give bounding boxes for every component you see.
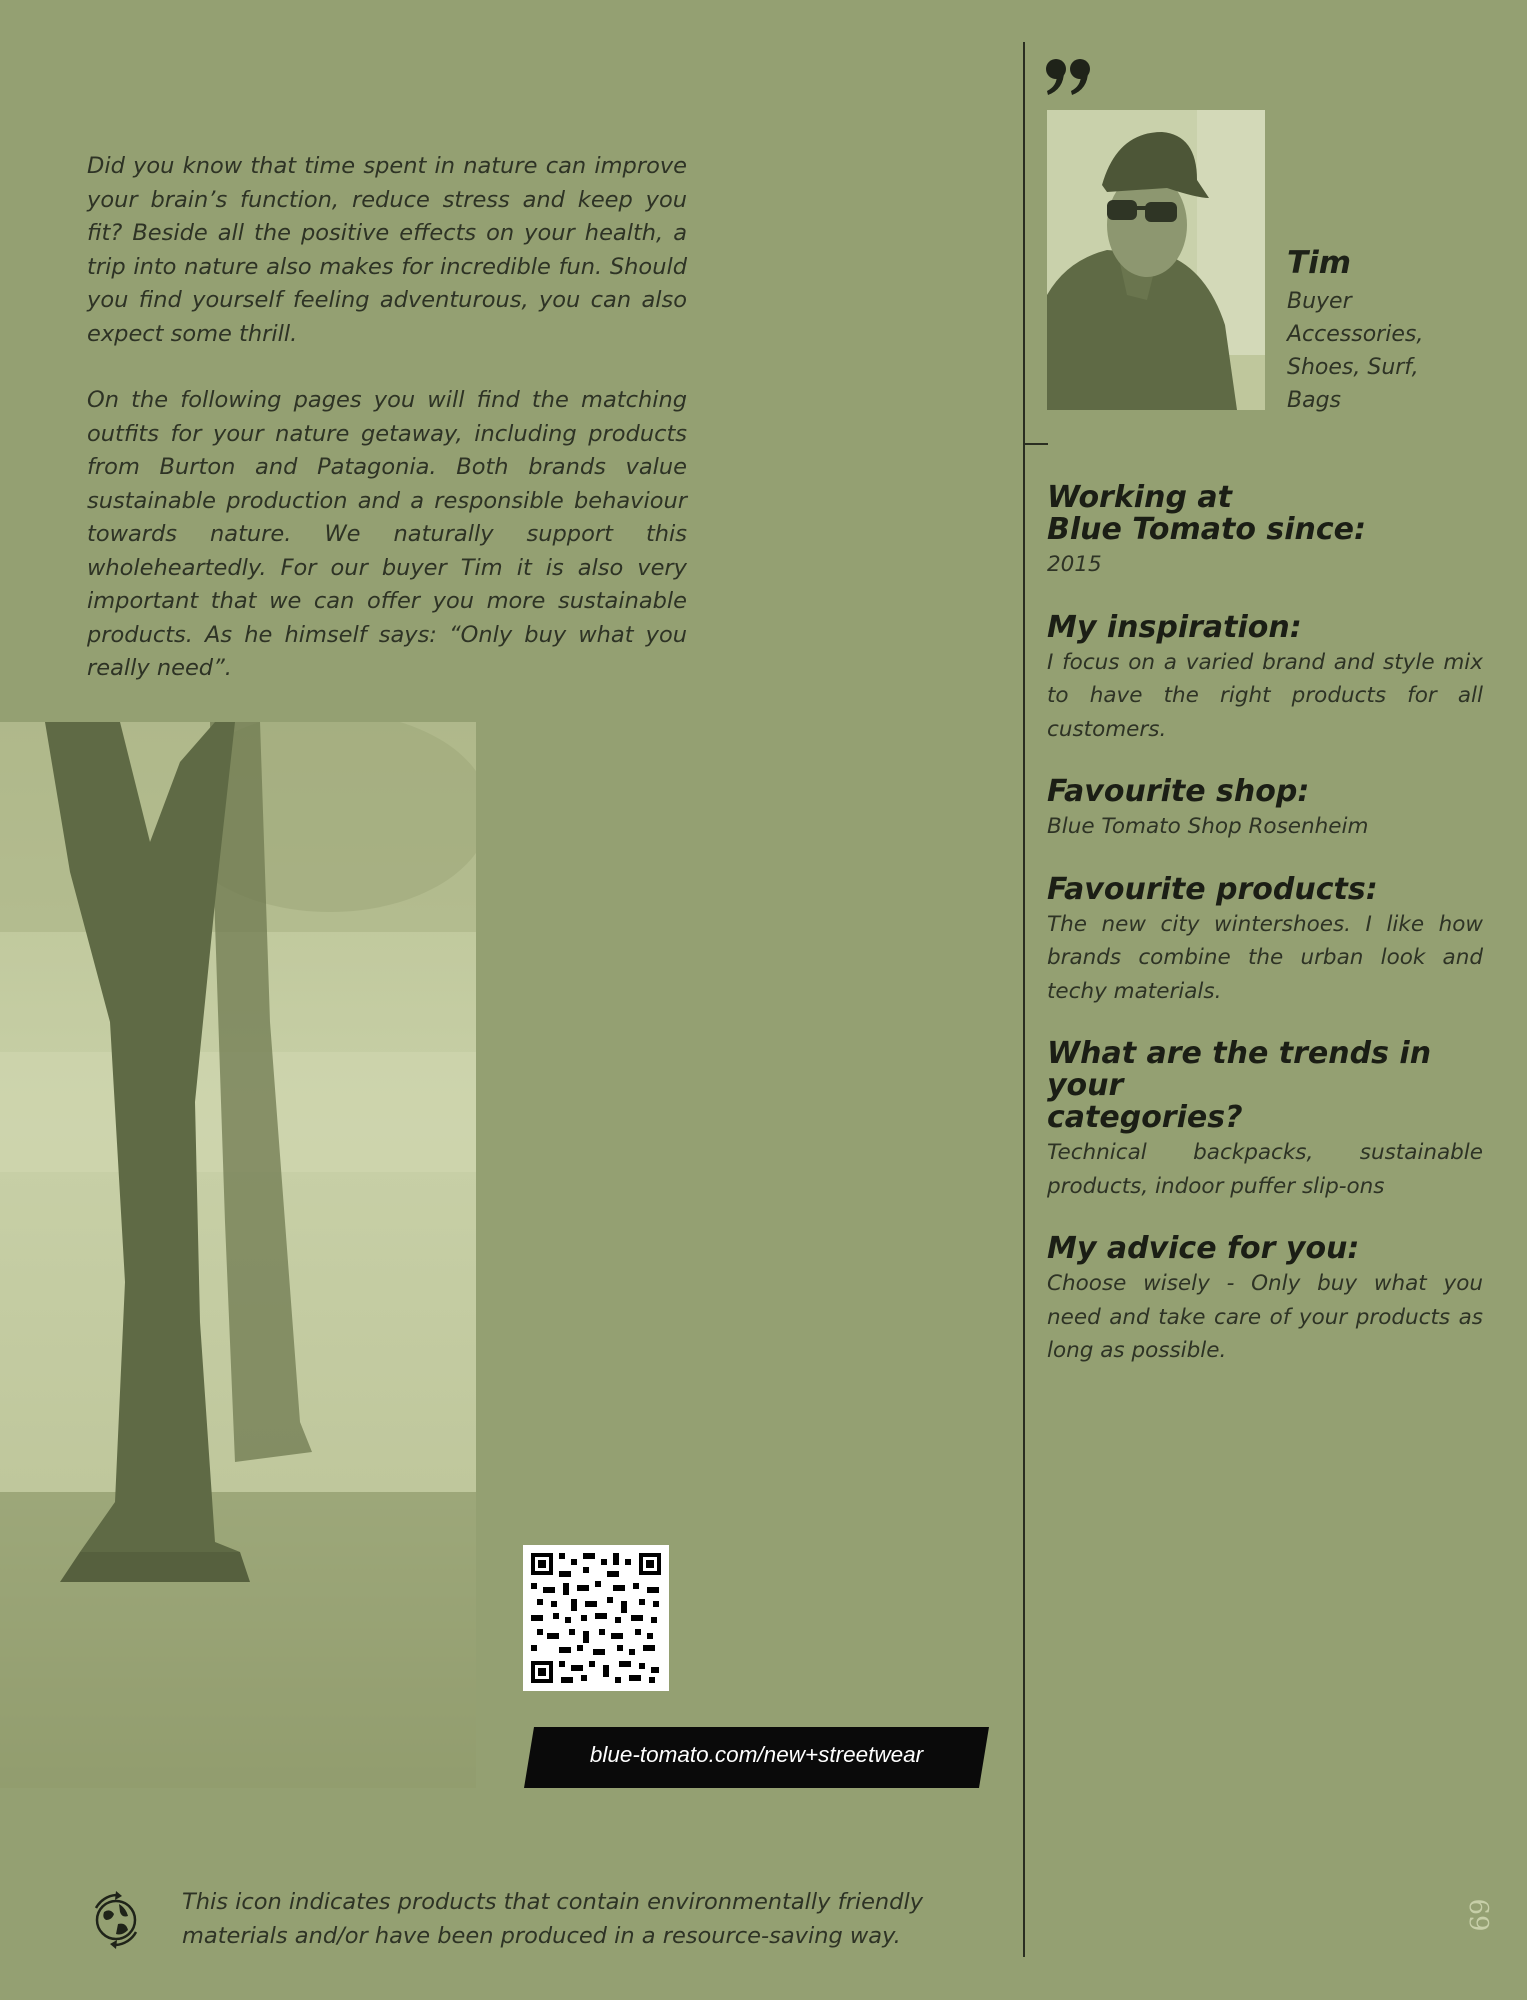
role-line: Buyer	[1287, 289, 1352, 314]
qr-code[interactable]	[523, 1545, 669, 1691]
eco-note-line: materials and/or have been produced in a resource-saving way.	[182, 1922, 901, 1949]
qa-question-line: What are the trends in your	[1047, 1036, 1432, 1103]
qa-item-trends	[1047, 1038, 1483, 1203]
eco-note-line: This icon indicates products that contain environmentally friendly	[182, 1889, 924, 1915]
qa-answer: Blue Tomato Shop Rosenheim	[1047, 814, 1369, 839]
portrait-photo	[1047, 110, 1265, 410]
qa-question	[1047, 482, 1483, 546]
qa-answer: I focus on a varied brand and style mix to have the right products for all customers.	[1047, 649, 1483, 742]
qa-item-advice	[1047, 1233, 1483, 1368]
qa-list	[1047, 482, 1483, 1398]
qa-answer: Choose wisely - Only buy what you need and take care of your products as long as possible.	[1047, 1271, 1483, 1363]
person-info	[1287, 245, 1487, 417]
intro-paragraph-2: On the following pages you will find the matching outfits for your nature getaway, including products from Burton and Patagonia. Both brands value sustainable production and a responsible behaviour towards nature. We naturally support this wholeheartedly. For our buyer Tim it is also very important that we can offer you more sustainable products. As he himself says: “Only buy what you really need”.	[87, 387, 687, 681]
qa-question: My advice for you:	[1047, 1231, 1360, 1266]
qa-answer: The new city wintershoes. I like how brands combine the urban look and techy materials.	[1047, 911, 1483, 1004]
page-number	[1460, 1885, 1496, 1945]
qa-question	[1047, 1038, 1483, 1134]
intro-text	[87, 150, 687, 719]
tree-photo	[0, 722, 476, 1788]
qa-question-line: categories?	[1047, 1100, 1243, 1135]
qa-question: My inspiration:	[1047, 609, 1302, 645]
intro-paragraph-1: Did you know that time spent in nature can improve your brain’s function, reduce stress and keep you fit? Beside all the positive effects on your health, a trip into nature also makes for incredible fun. Should you find yourself feeling adventurous, you can also expect some thrill.	[87, 153, 687, 347]
person-role	[1287, 285, 1487, 417]
qa-question: Favourite products:	[1047, 871, 1378, 907]
role-line: Bags	[1287, 388, 1342, 413]
qa-item-working-since	[1047, 482, 1483, 582]
url-link-text[interactable]: blue-tomato.com/new+streetwear	[589, 1742, 924, 1767]
role-line: Accessories,	[1287, 322, 1424, 347]
person-name: Tim	[1287, 245, 1352, 281]
qa-item-favourite-shop	[1047, 776, 1483, 844]
page-number-text: 69	[1463, 1898, 1493, 1932]
qa-answer: 2015	[1047, 552, 1102, 577]
qa-item-favourite-products	[1047, 871, 1483, 1009]
horizontal-tick	[1023, 443, 1048, 445]
role-line: Shoes, Surf,	[1287, 355, 1419, 380]
globe-recycle-icon	[86, 1890, 146, 1950]
qa-question: Favourite shop:	[1047, 774, 1310, 809]
qa-question-line: Working at	[1047, 480, 1232, 515]
url-link[interactable]	[524, 1727, 989, 1788]
quote-mark-icon	[1044, 40, 1096, 108]
vertical-divider	[1023, 42, 1025, 1957]
qa-answer: Technical backpacks, sustainable products, indoor puffer slip-ons	[1047, 1140, 1483, 1199]
eco-note	[182, 1886, 982, 1953]
qa-item-inspiration	[1047, 609, 1483, 747]
qa-question-line: Blue Tomato since:	[1047, 512, 1367, 547]
